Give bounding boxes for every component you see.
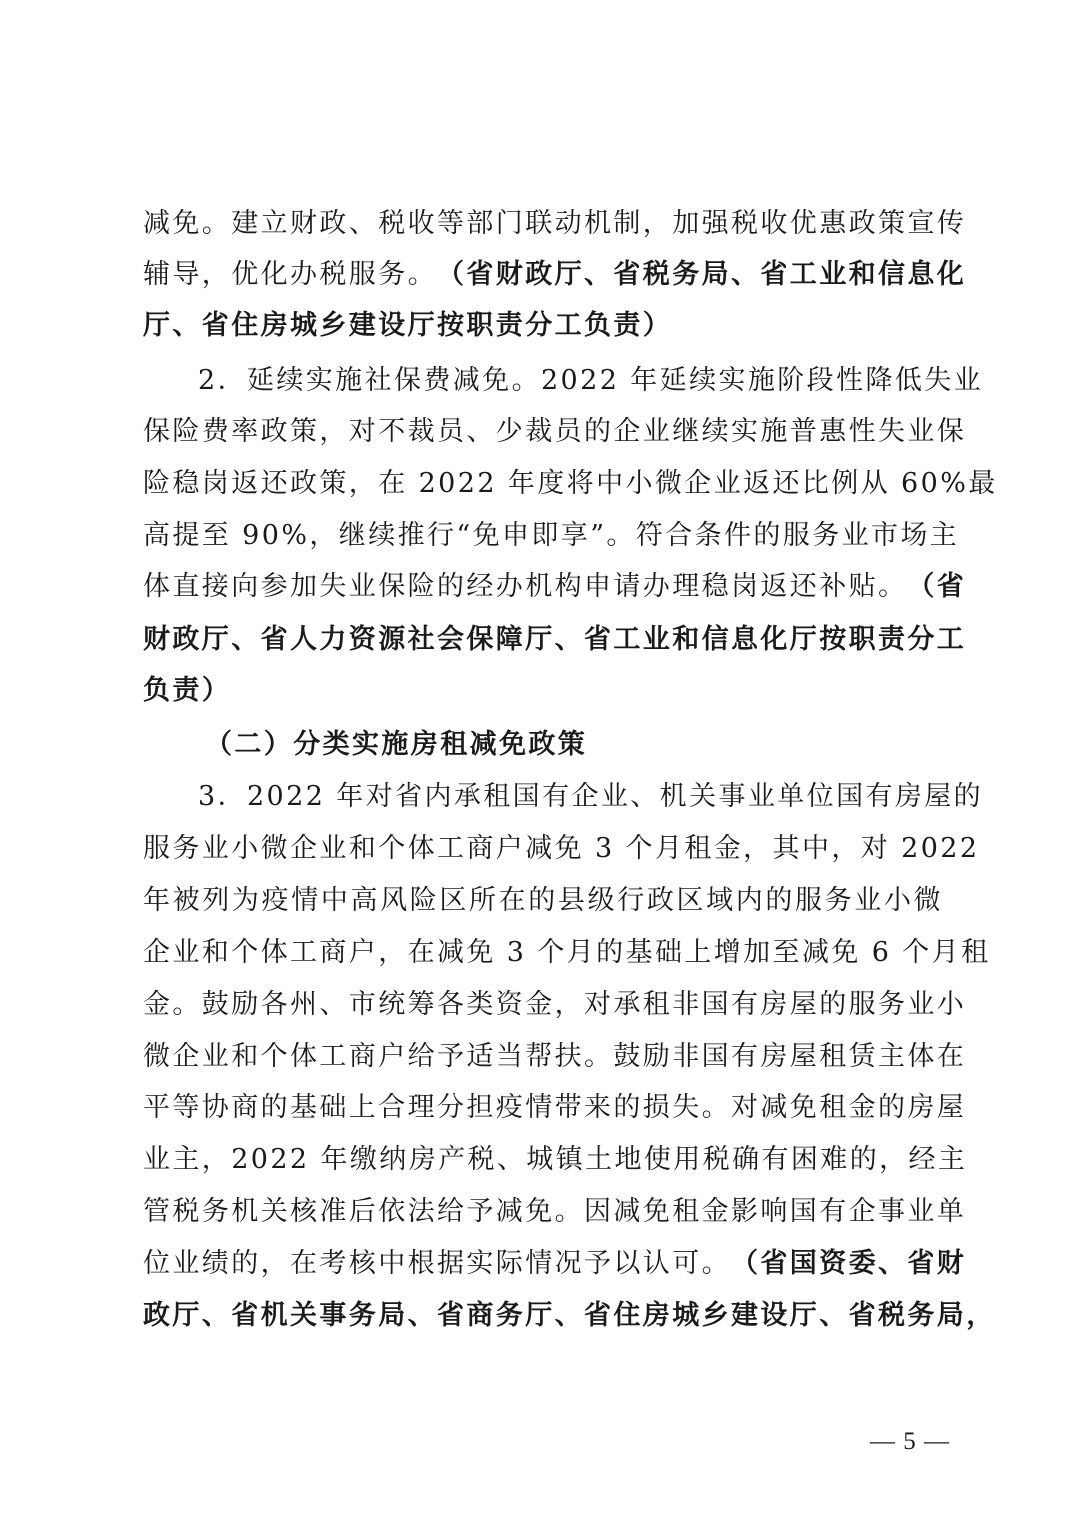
text-line: 服务业小微企业和个体工商户减免 3 个月租金，其中，对 2022: [143, 833, 980, 864]
responsible-departments: 厅、省住房城乡建设厅按职责分工负责）: [143, 310, 673, 341]
text-line: [143, 257, 967, 293]
text-line: 微企业和个体工商户给予适当帮扶。鼓励非国有房屋租赁主体在: [143, 1041, 967, 1072]
text-line: 险稳岗返还政策，在 2022 年度将中小微企业返还比例从 60%最: [143, 468, 998, 499]
text-line: 高提至 90%，继续推行“免申即享”。符合条件的服务业市场主: [143, 520, 960, 551]
text-line: [143, 1246, 967, 1282]
item-title: 2．延续实施社保费减免。2022 年延续实施阶段性降低失业: [198, 365, 984, 396]
text-line: 平等协商的基础上合理分担疫情带来的损失。对减免租金的房屋: [143, 1092, 967, 1123]
text-line: 管税务机关核准后依法给予减免。因减免租金影响国有企事业单: [143, 1196, 967, 1227]
responsible-departments: （省财政厅、省税务局、省工业和信息化: [437, 259, 967, 290]
item-title: 3．2022 年对省内承租国有企业、机关事业单位国有房屋的: [198, 781, 984, 812]
text-line: 年被列为疫情中高风险区所在的县级行政区域内的服务业小微: [143, 885, 943, 916]
text-line: [143, 569, 967, 605]
responsible-departments: （省国资委、省财: [731, 1248, 967, 1279]
responsible-departments: 财政厅、省人力资源社会保障厅、省工业和信息化厅按职责分工: [143, 624, 967, 655]
text-segment: 辅导，优化办税服务。: [143, 259, 437, 290]
responsible-departments: （省: [907, 571, 967, 602]
text-line: 企业和个体工商户，在减免 3 个月的基础上增加至减免 6 个月租: [143, 937, 991, 968]
text-segment: 体直接向参加失业保险的经办机构申请办理稳岗返还补贴。: [143, 571, 908, 602]
section-heading: （二）分类实施房租减免政策: [205, 729, 588, 760]
text-segment: 位业绩的，在考核中根据实际情况予以认可。: [143, 1248, 731, 1279]
text-line: 业主，2022 年缴纳房产税、城镇土地使用税确有困难的，经主: [143, 1144, 968, 1175]
responsible-departments: 负责）: [143, 675, 232, 706]
responsible-departments: 政厅、省机关事务局、省商务厅、省住房城乡建设厅、省税务局，: [143, 1300, 996, 1331]
text-line: 减免。建立财政、税收等部门联动机制，加强税收优惠政策宣传: [143, 208, 967, 239]
text-line: 金。鼓励各州、市统筹各类资金，对承租非国有房屋的服务业小: [143, 989, 967, 1020]
text-line: 保险费率政策，对不裁员、少裁员的企业继续实施普惠性失业保: [143, 416, 967, 447]
page-number: — 5 —: [870, 1428, 950, 1455]
